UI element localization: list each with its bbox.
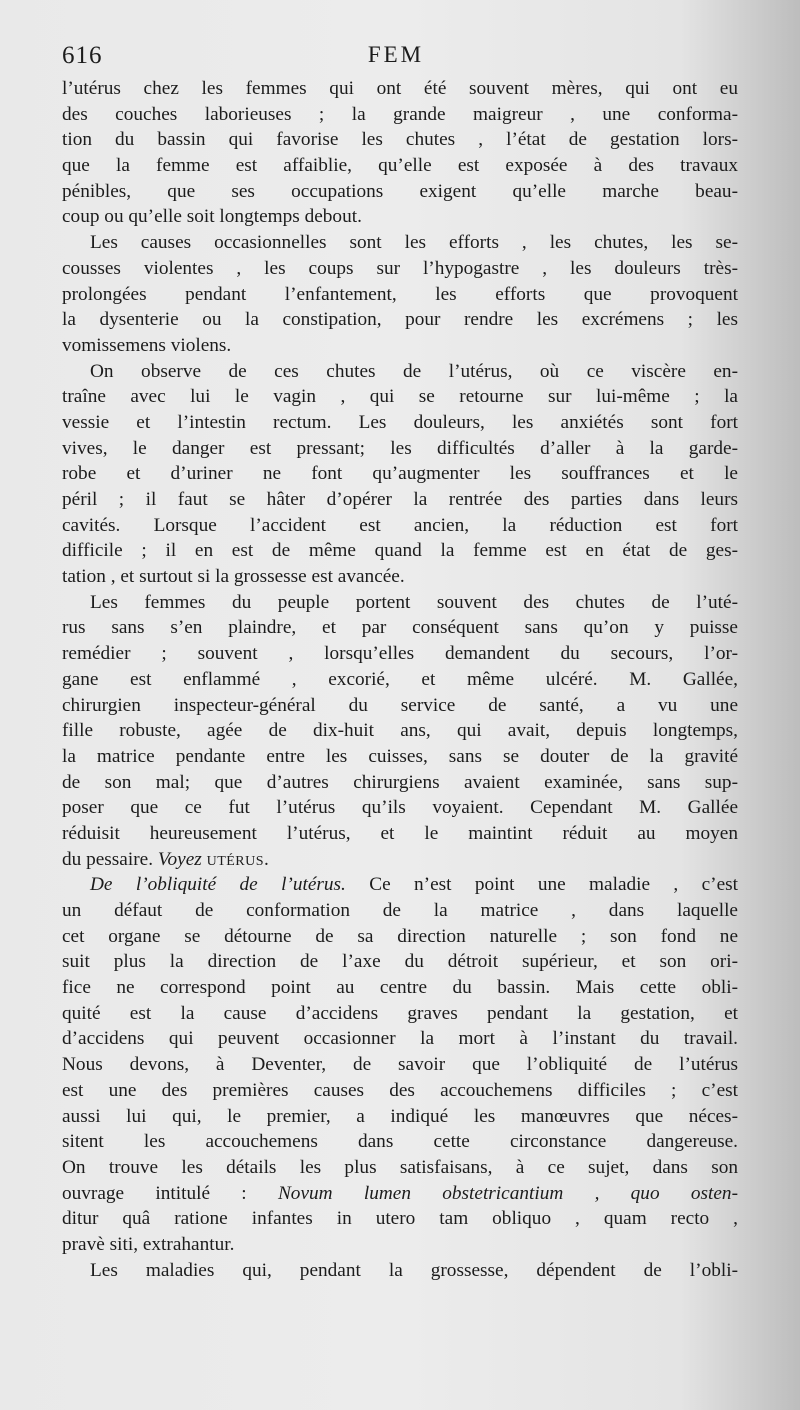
text-line: cet organe se détourne de sa direction naturelle ; son fond ne <box>62 925 738 947</box>
text-line: On observe de ces chutes de l’utérus, où ce viscère en- <box>90 360 738 382</box>
text-line: sitent les accouchemens dans cette circonstance dangereuse. <box>62 1131 738 1153</box>
text-line: fille robuste, agée de dix-huit ans, qui avait, depuis longtemps, <box>62 720 738 742</box>
text-line: la matrice pendante entre les cuisses, sans se douter de la gravité <box>62 745 738 767</box>
text-line: des couches laborieuses ; la grande maigreur , une conforma- <box>62 103 738 125</box>
text-line: Les femmes du peuple portent souvent des chutes de l’uté- <box>90 591 738 613</box>
text-line: On trouve les détails les plus satisfaisans, à ce sujet, dans son <box>62 1156 738 1178</box>
text-line: rus sans s’en plaindre, et par conséquent sans qu’on y puisse <box>62 617 738 639</box>
book-title-line: ditur quâ ratione infantes in utero tam obliquo , quam recto , <box>62 1208 738 1230</box>
text-line: fice ne correspond point au centre du bassin. Mais cette obli- <box>62 977 738 999</box>
page-body <box>62 76 738 1283</box>
text-line: que la femme est affaiblie, qu’elle est exposée à des travaux <box>62 155 738 177</box>
text-line: cavités. Lorsque l’accident est ancien, la réduction est fort <box>62 514 738 536</box>
text-line: poser que ce fut l’utérus qu’ils voyaient. Cependant M. Gallée <box>62 797 738 819</box>
text-fragment: Ce n’est point une maladie , c’est <box>345 874 739 896</box>
text-line: robe et d’uriner ne font qu’augmenter les souffrances et le <box>62 463 738 485</box>
text-line: pénibles, que ses occupations exigent qu’elle marche beau- <box>62 180 738 202</box>
page-number: 616 <box>62 42 103 69</box>
text-line: coup ou qu’elle soit longtemps debout. <box>62 206 362 228</box>
book-title: Novum lumen obstetricantium , quo osten- <box>277 1182 738 1204</box>
cross-reference-target: utérus. <box>206 848 270 870</box>
text-line: tion du bassin qui favorise les chutes , l’état de gestation lors- <box>62 129 738 151</box>
text-line: la dysenterie ou la constipation, pour rendre les excrémens ; les <box>62 309 738 331</box>
text-line <box>62 872 738 898</box>
text-line: prolongées pendant l’enfantement, les efforts que provoquent <box>62 283 738 305</box>
text-fragment: ouvrage intitulé : <box>62 1182 278 1204</box>
text-line: gane est enflammé , excorié, et même ulcéré. M. Gallée, <box>62 668 738 690</box>
text-line: un défaut de conformation de la matrice , dans laquelle <box>62 900 738 921</box>
text-line: chirurgien inspecteur-général du service de santé, a vu une <box>62 694 738 716</box>
text-line <box>62 1181 738 1207</box>
text-line: réduisit heureusement l’utérus, et le maintint réduit au moyen <box>62 822 738 844</box>
cross-reference-voyez: Voyez <box>157 848 202 870</box>
section-heading-obliquite: De l’obliquité de l’utérus. <box>90 874 346 896</box>
text-line: Nous devons, à Deventer, de savoir que l’obliquité de l’utérus <box>62 1054 738 1076</box>
book-title-line: pravè siti, extrahantur. <box>62 1233 235 1255</box>
text-line: difficile ; il en est de même quand la femme est en état de ges- <box>62 540 738 562</box>
text-line: suit plus la direction de l’axe du détroit supérieur, et son ori- <box>62 951 738 973</box>
text-line: remédier ; souvent , lorsqu’elles demandent du secours, l’or- <box>62 643 738 665</box>
text-line: l’utérus chez les femmes qui ont été souvent mères, qui ont eu <box>62 78 738 99</box>
text-line: péril ; il faut se hâter d’opérer la rentrée des parties dans leurs <box>62 489 738 510</box>
page-header <box>62 42 730 72</box>
text-fragment: du pessaire. <box>62 848 154 870</box>
text-line: Les causes occasionnelles sont les efforts , les chutes, les se- <box>90 232 738 254</box>
text-line: vives, le danger est pressant; les difficultés d’aller à la garde- <box>62 437 738 459</box>
text-line: aussi lui qui, le premier, a indiqué les manœuvres que néces- <box>62 1105 738 1127</box>
text-line: est une des premières causes des accouchemens difficiles ; c’est <box>62 1079 738 1101</box>
text-line: cousses violentes , les coups sur l’hypogastre , les douleurs très- <box>62 257 738 279</box>
text-line: de son mal; que d’autres chirurgiens avaient examinée, sans sup- <box>62 771 738 793</box>
text-line: vomissemens violens. <box>62 334 232 356</box>
running-head: FEM <box>367 42 425 67</box>
text-line: Les maladies qui, pendant la grossesse, dépendent de l’obli- <box>90 1259 738 1281</box>
text-line: traîne avec lui le vagin , qui se retourne sur lui-même ; la <box>62 386 738 408</box>
text-line <box>62 847 738 873</box>
text-line: d’accidens qui peuvent occasionner la mort à l’instant du travail. <box>62 1028 738 1050</box>
text-line: vessie et l’intestin rectum. Les douleurs, les anxiétés sont fort <box>62 411 738 433</box>
text-line: quité est la cause d’accidens graves pendant la gestation, et <box>62 1002 738 1024</box>
text-line: tation , et surtout si la grossesse est avancée. <box>62 566 405 588</box>
